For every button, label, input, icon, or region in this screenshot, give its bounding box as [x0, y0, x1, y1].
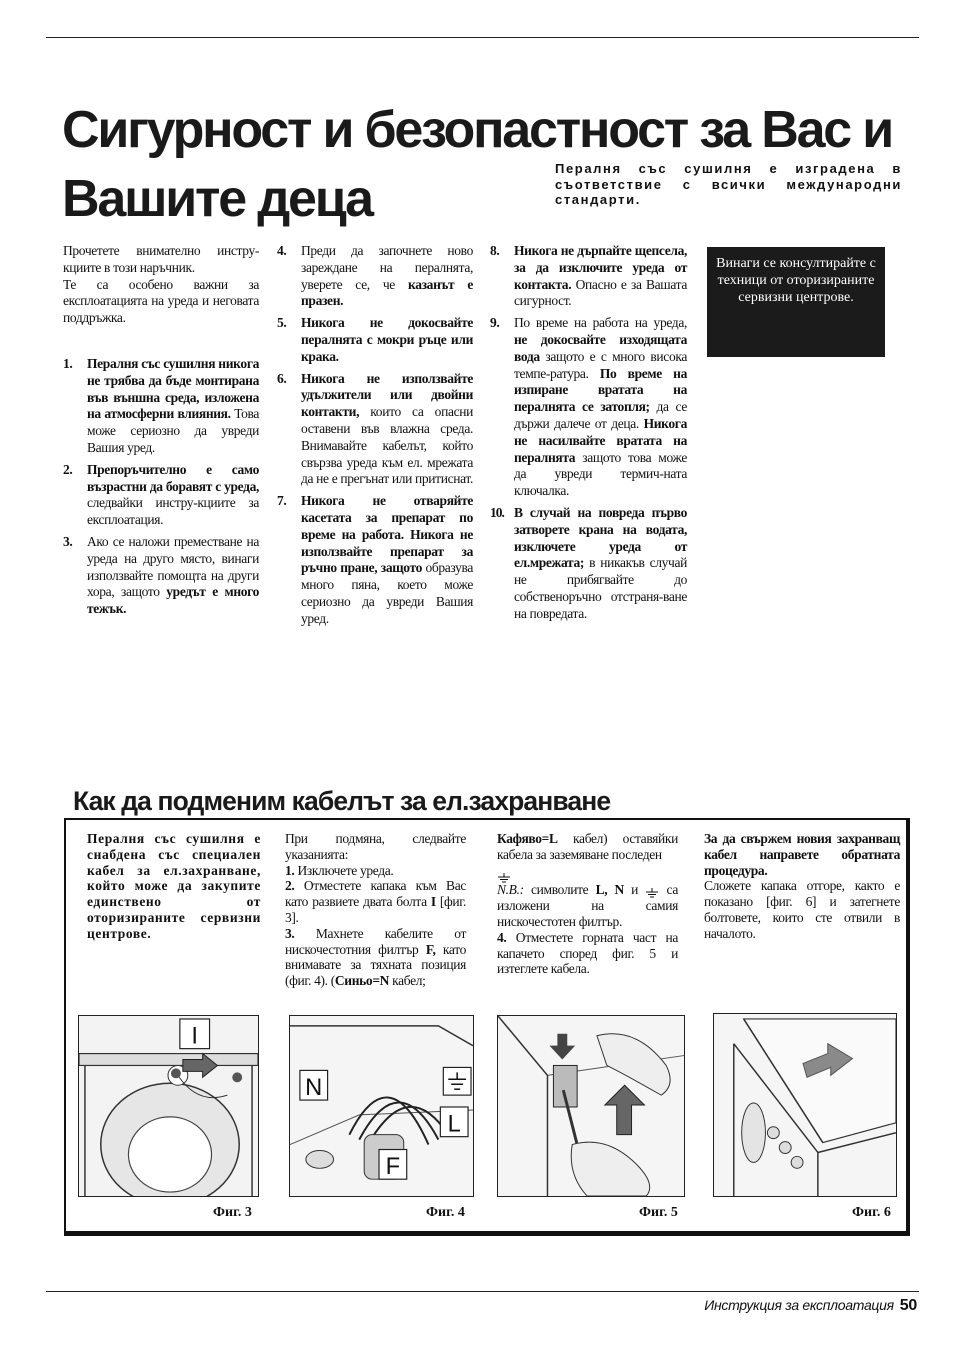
footer-manual-title: Инструкция за експлоатация	[704, 1297, 894, 1313]
figure-4-label-n: N	[305, 1075, 323, 1102]
safety-item: 7. Никога не отваряйте касетата за препарат по време на работа. Никога не използвайте препарат за ръчно пране, защото образува много пяна, което може сериозно да увреди Вашия уред.	[277, 493, 473, 626]
figure-4-label-f: F	[385, 1154, 401, 1181]
footer	[704, 1297, 917, 1315]
cable-col-2: При подмяна, следвайте указанията: 1. Изключете уреда. 2. Отместете капака към Вас като развиете двата болта I [фиг. 3]. 3. Махнете кабелите от нискочестотния филтър F, като внимавате за тяхната позиция (фиг. 4). (Синьо=N кабел;	[285, 831, 466, 989]
safety-column-1	[63, 243, 259, 623]
page-title: Сигурност и безопастност за Вас и Вашите деца	[62, 101, 893, 229]
safety-item: 8. Никога не дърпайте щепсела, за да изключите уреда от контакта. Опасно е за Вашата сигурност.	[490, 243, 687, 309]
service-notice-box: Винаги се консултирайте с техници от оторизираните сервизни центрове.	[707, 247, 885, 357]
tagline: Пералня със сушилня е изградена в съответствие с всички международни стандарти.	[555, 161, 902, 208]
safety-item: 4. Преди да започнете ново зареждане на пералнята, уверете се, че казанът е празен.	[277, 243, 474, 309]
cable-col-3: Кафяво=L кабел) оставяйки кабела за заземяване последен N.B.: символите L, N и са изложени на самия нискочестотен филтър. 4. Отместете горната част на капачето според фиг. 5 и изтеглете кабела.	[497, 831, 678, 977]
page-number: 50	[899, 1297, 917, 1314]
figure-5-caption: Фиг. 5	[639, 1205, 678, 1220]
bottom-rule	[46, 1291, 919, 1292]
cable-col-1: Пералня със сушилня е снабдена със специален кабел за ел.захранване, който може да закупите единствено от оторизираните сервизни центрове.	[87, 831, 261, 941]
figure-4-caption: Фиг. 4	[426, 1205, 465, 1220]
cable-col-4: За да свържем новия захранващ кабел направете обратната процедура. Сложете капака отгоре, както е показано [фиг. 6] и затегнете болтовете, които сте отвили в началото.	[704, 831, 900, 941]
ground-symbol-icon	[645, 886, 659, 896]
safety-column-3	[490, 243, 687, 628]
figure-6-caption: Фиг. 6	[852, 1205, 891, 1220]
safety-item: 6. Никога не използвайте удължители или двойни контакти, които са опасни оставени във влажна среда. Внимавайте кабелът, който свързва уреда към ел. мрежата да не е прегънат или притиснат.	[277, 370, 473, 487]
safety-item: 5. Никога не докосвайте пералнята с мокри ръце или крака.	[277, 315, 473, 364]
intro-line-1: Прочетете внимателно инстру-кциите в този наръчник.	[63, 243, 259, 275]
figure-4-label-l: L	[447, 1111, 461, 1138]
figure-3-illustration	[78, 1015, 259, 1197]
figure-6-illustration	[713, 1013, 897, 1197]
safety-item: 3. Ако се наложи преместване на уреда на друго място, винаги използвайте помощта на други хора, защото уредът е много тежък.	[63, 533, 259, 617]
figure-3-label-i: I	[191, 1023, 199, 1050]
safety-item: 9. По време на работа на уреда, не докосвайте изходящата вода защото е с много висока темпе-ратура. По време на изпиране вратата на пералнята се затопля; да се държи далече от деца. Никога не насилвайте вратата на пералнята защото това може да увреди термич-ната ключалка.	[490, 315, 687, 499]
cable-section-title: Как да подменим кабелът за ел.захранване	[73, 786, 616, 817]
intro-line-2: Те са особено важни за експлоатацията на уреда и неговата поддръжка.	[63, 276, 259, 326]
top-rule	[46, 37, 919, 38]
figure-5-illustration	[497, 1015, 685, 1197]
ground-symbol-icon	[497, 871, 511, 881]
safety-column-2	[277, 243, 473, 633]
figure-3-caption: Фиг. 3	[213, 1205, 252, 1220]
safety-item: 10. В случай на повреда първо затворете крана на водата, изключете уреда от ел.мрежата; в никакъв случай не прибягвайте до собственоръчно отстраня-ване на повредата.	[490, 504, 687, 621]
safety-item: 2. Препоръчително е само възрастни да боравят с уреда, следвайки инстру-кциите за експлоатация.	[63, 461, 259, 528]
figure-4-illustration	[289, 1015, 474, 1197]
safety-item: 1. Пералня със сушилня никога не трябва да бъде монтирана във външна среда, изложена на атмосферни влияния. Това може сериозно да увреди Вашия уред.	[63, 355, 260, 455]
